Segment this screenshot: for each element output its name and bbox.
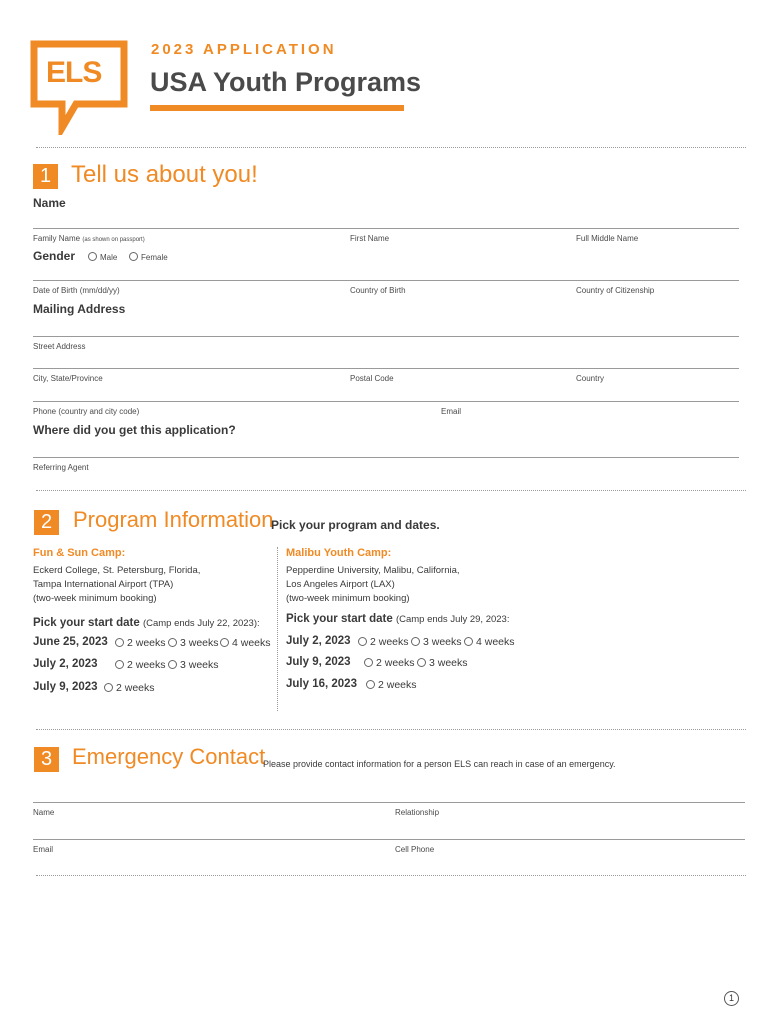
section-divider: [36, 490, 746, 491]
radio-icon[interactable]: [168, 660, 177, 669]
city-label: City, State/Province: [33, 374, 103, 383]
page-number: [724, 991, 739, 1006]
option-label: 4 weeks: [232, 637, 271, 649]
mailing-heading: Mailing Address: [33, 302, 126, 316]
radio-icon[interactable]: [366, 680, 375, 689]
emergency-name-line: [33, 802, 745, 803]
family-name-text: Family Name: [33, 234, 81, 243]
malibu-camp-details: [286, 564, 460, 606]
radio-icon[interactable]: [358, 637, 367, 646]
emergency-email-line: [33, 839, 745, 840]
gender-option-male[interactable]: [88, 252, 117, 262]
emergency-email-label: Email: [33, 845, 54, 854]
option-label: 2 weeks: [116, 682, 155, 694]
radio-icon[interactable]: [464, 637, 473, 646]
option-2-weeks[interactable]: [358, 636, 409, 648]
radio-icon[interactable]: [104, 683, 113, 692]
section-number-2: 2: [34, 510, 59, 535]
referring-line: [33, 457, 739, 458]
option-4-weeks[interactable]: [464, 636, 515, 648]
gender-option-female[interactable]: [129, 252, 168, 262]
fun-sun-pick-label: [33, 617, 260, 629]
cell-phone-label: Cell Phone: [395, 845, 435, 854]
where-heading: Where did you get this application?: [33, 423, 236, 437]
option-3-weeks[interactable]: [411, 636, 462, 648]
radio-icon[interactable]: [220, 638, 229, 647]
camp-detail-line: (two-week minimum booking): [33, 593, 157, 604]
relationship-label: Relationship: [395, 808, 440, 817]
section-number-1: 1: [33, 164, 58, 189]
malibu-date-1: July 2, 2023: [286, 635, 351, 647]
logo-text: ELS: [46, 56, 102, 89]
option-3-weeks[interactable]: [417, 657, 468, 669]
title-underline: [150, 105, 404, 111]
section-divider: [36, 147, 746, 148]
radio-icon[interactable]: [364, 658, 373, 667]
option-3-weeks[interactable]: [168, 659, 219, 671]
option-label: 4 weeks: [476, 636, 515, 648]
option-2-weeks[interactable]: [104, 682, 155, 694]
emergency-name-label: Name: [33, 808, 55, 817]
fun-sun-date-3: July 9, 2023: [33, 681, 98, 693]
postal-label: Postal Code: [350, 374, 394, 383]
section-number-3: 3: [34, 747, 59, 772]
malibu-date-3: July 16, 2023: [286, 678, 357, 690]
pick-date-text: Pick your start date: [33, 617, 140, 629]
referring-label: Referring Agent: [33, 463, 89, 472]
dob-label: Date of Birth (mm/dd/yy): [33, 286, 120, 295]
program-column-divider: [277, 547, 278, 711]
country-label: Country: [576, 374, 605, 383]
fun-sun-date-2: July 2, 2023: [33, 658, 98, 670]
pick-date-note: (Camp ends July 22, 2023):: [142, 618, 260, 629]
camp-detail-line: Los Angeles Airport (LAX): [286, 579, 395, 590]
option-3-weeks[interactable]: [168, 637, 219, 649]
radio-icon[interactable]: [88, 252, 97, 261]
option-label: 3 weeks: [180, 637, 219, 649]
section-divider: [36, 875, 746, 876]
pick-date-note: (Camp ends July 29, 2023:: [395, 614, 510, 625]
page-number-text: 1: [728, 993, 734, 1003]
dob-line: [33, 280, 739, 281]
option-2-weeks[interactable]: [115, 637, 166, 649]
gender-male-label: Male: [100, 253, 118, 262]
els-logo: [30, 40, 130, 135]
option-2-weeks[interactable]: [366, 679, 417, 691]
country-citizenship-label: Country of Citizenship: [576, 286, 655, 295]
section-subtitle-2: Pick your program and dates.: [271, 518, 440, 532]
pick-date-text: Pick your start date: [286, 613, 393, 625]
fun-sun-camp-title: Fun & Sun Camp:: [33, 547, 126, 559]
street-label: Street Address: [33, 342, 86, 351]
family-name-label: [33, 234, 145, 243]
radio-icon[interactable]: [168, 638, 177, 647]
gender-heading: Gender: [33, 249, 76, 263]
street-line: [33, 336, 739, 337]
camp-detail-line: Eckerd College, St. Petersburg, Florida,: [33, 565, 201, 576]
section-subtitle-3: Please provide contact information for a person ELS can reach in case of an emergency.: [263, 759, 616, 769]
radio-icon[interactable]: [115, 638, 124, 647]
malibu-date-2: July 9, 2023: [286, 656, 351, 668]
option-label: 2 weeks: [376, 657, 415, 669]
camp-detail-line: (two-week minimum booking): [286, 593, 410, 604]
malibu-pick-label: [286, 613, 509, 625]
camp-detail-line: Tampa International Airport (TPA): [33, 579, 174, 590]
country-birth-label: Country of Birth: [350, 286, 406, 295]
option-label: 3 weeks: [423, 636, 462, 648]
phone-line: [33, 401, 739, 402]
option-label: 2 weeks: [127, 659, 166, 671]
option-2-weeks[interactable]: [115, 659, 166, 671]
fun-sun-camp-details: [33, 564, 200, 606]
radio-icon[interactable]: [129, 252, 138, 261]
radio-icon[interactable]: [411, 637, 420, 646]
malibu-camp-title: Malibu Youth Camp:: [286, 547, 392, 559]
middle-name-label: Full Middle Name: [576, 234, 639, 243]
city-line: [33, 368, 739, 369]
option-label: 3 weeks: [429, 657, 468, 669]
first-name-label: First Name: [350, 234, 390, 243]
fun-sun-date-1: June 25, 2023: [33, 636, 108, 648]
section-title-1: Tell us about you!: [71, 161, 258, 188]
phone-label: Phone (country and city code): [33, 407, 140, 416]
section-divider: [36, 729, 746, 730]
option-label: 2 weeks: [370, 636, 409, 648]
family-name-note: (as shown on passport): [82, 237, 145, 243]
gender-female-label: Female: [141, 253, 168, 262]
camp-detail-line: Pepperdine University, Malibu, California,: [286, 565, 460, 576]
section-title-3: Emergency Contact: [72, 744, 266, 769]
radio-icon[interactable]: [417, 658, 426, 667]
option-4-weeks[interactable]: [220, 637, 271, 649]
option-label: 3 weeks: [180, 659, 219, 671]
option-label: 2 weeks: [378, 679, 417, 691]
application-year: 2023 APPLICATION: [151, 41, 337, 58]
name-line: [33, 228, 739, 229]
radio-icon[interactable]: [115, 660, 124, 669]
option-label: 2 weeks: [127, 637, 166, 649]
option-2-weeks[interactable]: [364, 657, 415, 669]
email-label: Email: [441, 407, 462, 416]
section-title-2: Program Information: [73, 507, 274, 532]
name-heading: Name: [33, 196, 66, 210]
page-title: USA Youth Programs: [150, 67, 422, 97]
